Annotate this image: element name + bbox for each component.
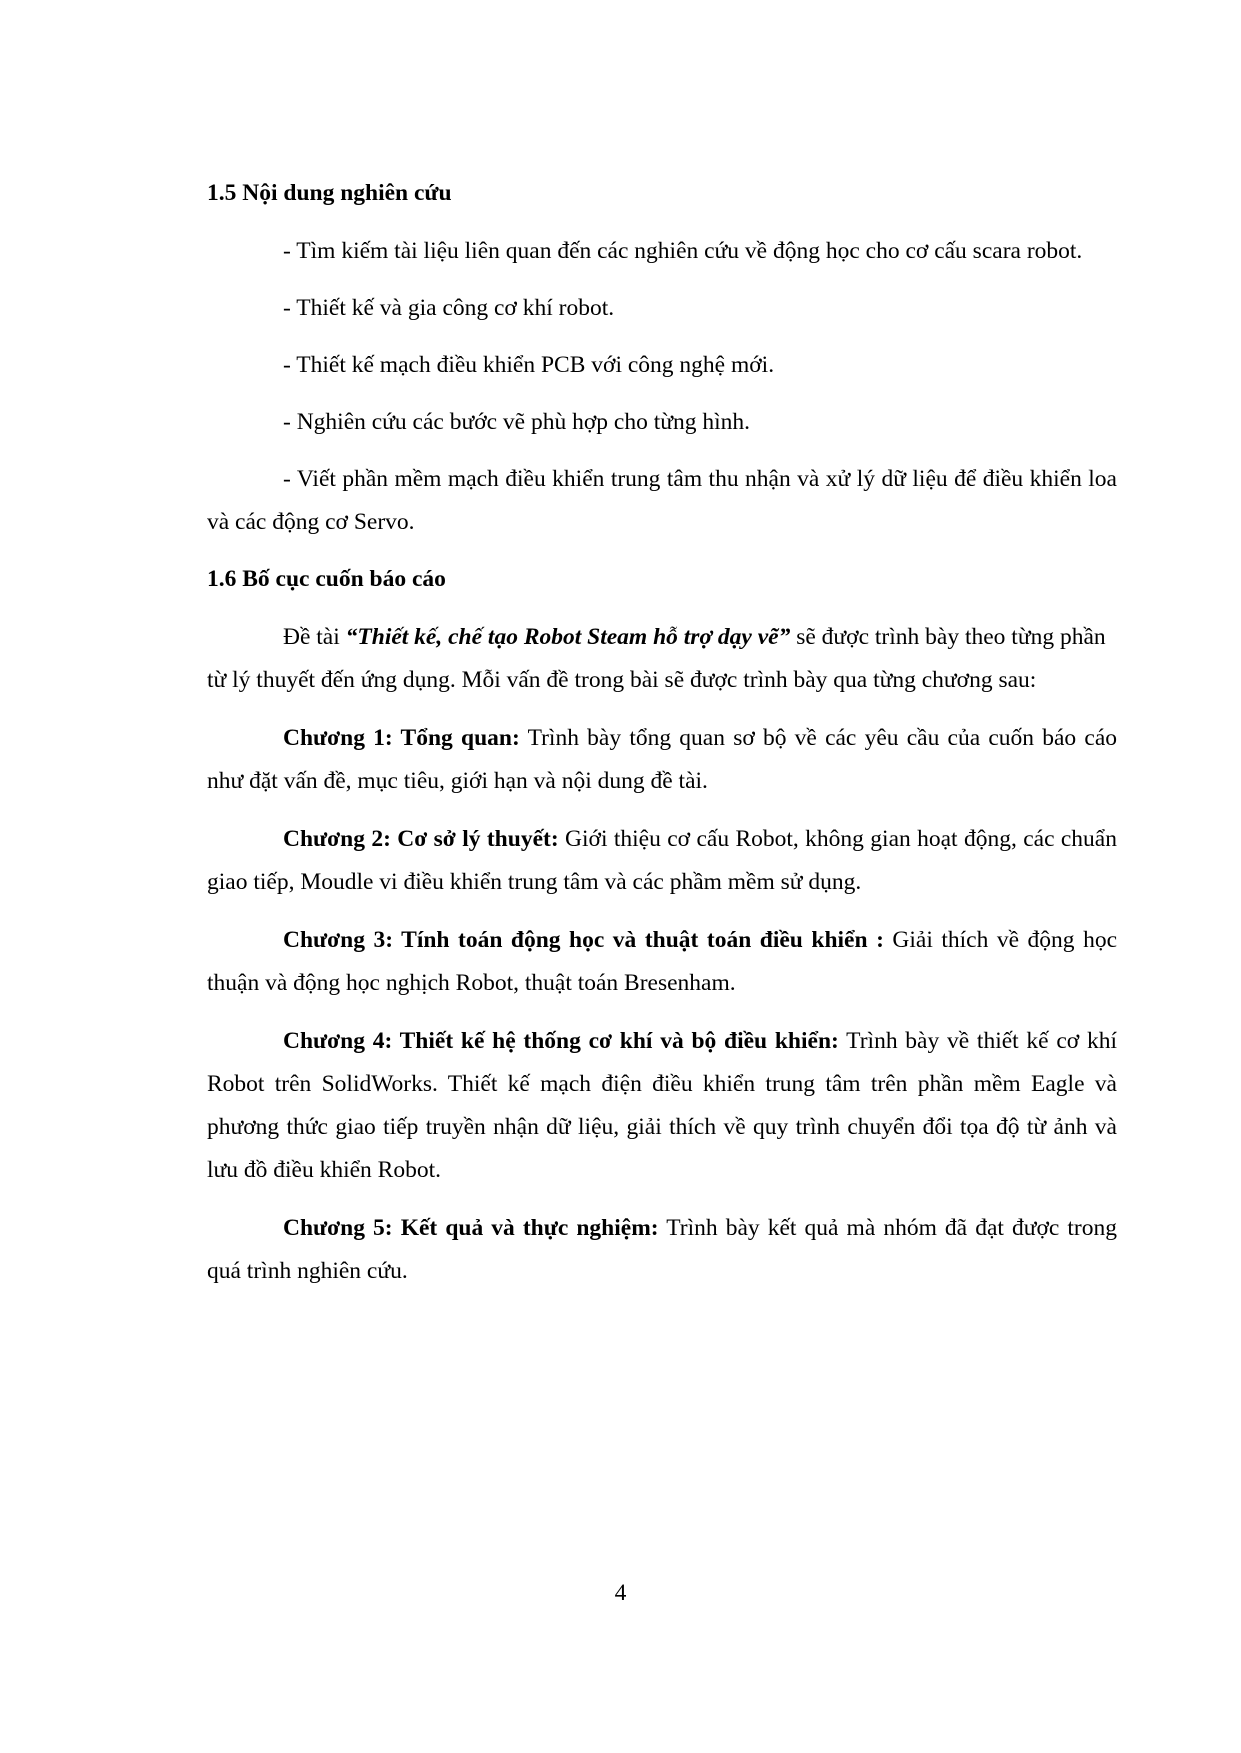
chapter-2-paragraph: [207, 818, 1117, 904]
chapter-1-text: Trình bày tổng quan sơ bộ về các yêu cầu của cuốn báo cáo như đặt vấn đề, mục tiêu, giới hạn và nội dung đề tài.: [207, 725, 1117, 794]
research-item-2: - Thiết kế và gia công cơ khí robot.: [283, 295, 615, 321]
page-number: 4: [614, 1580, 627, 1606]
research-item-3: - Thiết kế mạch điều khiển PCB với công nghệ mới.: [283, 352, 775, 378]
page-content: [207, 172, 1117, 1308]
chapter-3-label: Chương 3: Tính toán động học và thuật toán điều khiển :: [283, 927, 884, 953]
chapter-1-paragraph: [207, 717, 1117, 803]
section-heading-1-5: 1.5 Nội dung nghiên cứu: [207, 180, 452, 206]
research-item-5: - Viết phần mềm mạch điều khiển trung tâm thu nhận và xử lý dữ liệu để điều khiển loa và các động cơ Servo.: [207, 466, 1117, 535]
chapter-3-paragraph: [207, 919, 1117, 1005]
chapter-1-label: Chương 1: Tổng quan:: [283, 725, 520, 751]
chapter-4-paragraph: [207, 1020, 1117, 1192]
section-heading-1-6: 1.6 Bố cục cuốn báo cáo: [207, 566, 446, 592]
report-intro-paragraph: [207, 616, 1117, 702]
chapter-5-text: Trình bày kết quả mà nhóm đã đạt được trong quá trình nghiên cứu.: [207, 1215, 1118, 1284]
intro-suffix: sẽ được trình bày theo từng phần từ lý thuyết đến ứng dụng. Mỗi vấn đề trong bài sẽ được trình bày qua từng chương sau:: [207, 624, 1106, 693]
research-item-4: - Nghiên cứu các bước vẽ phù hợp cho từng hình.: [283, 409, 751, 435]
chapter-4-text: Trình bày về thiết kế cơ khí Robot trên SolidWorks. Thiết kế mạch điện điều khiển trung tâm trên phần mềm Eagle và phương thức giao tiếp truyền nhận dữ liệu, giải thích về quy trình chuyển đổi tọa độ từ ảnh và lưu đồ điều khiển Robot.: [207, 1028, 1117, 1183]
chapter-3-text: Giải thích về động học thuận và động học nghịch Robot, thuật toán Bresenham.: [207, 927, 1117, 996]
project-title: “Thiết kế, chế tạo Robot Steam hỗ trợ dạy vẽ”: [345, 624, 791, 650]
chapter-2-label: Chương 2: Cơ sở lý thuyết:: [283, 826, 559, 852]
intro-prefix: Đề tài: [283, 624, 346, 650]
research-item-1: - Tìm kiếm tài liệu liên quan đến các nghiên cứu về động học cho cơ cấu scara robot.: [283, 238, 1083, 264]
chapter-5-label: Chương 5: Kết quả và thực nghiệm:: [283, 1215, 659, 1241]
chapter-2-text: Giới thiệu cơ cấu Robot, không gian hoạt động, các chuẩn giao tiếp, Moudle vi điều khiển trung tâm và các phầm mềm sử dụng.: [207, 826, 1117, 895]
chapter-4-label: Chương 4: Thiết kế hệ thống cơ khí và bộ điều khiển:: [283, 1028, 839, 1054]
chapter-5-paragraph: [207, 1207, 1117, 1293]
